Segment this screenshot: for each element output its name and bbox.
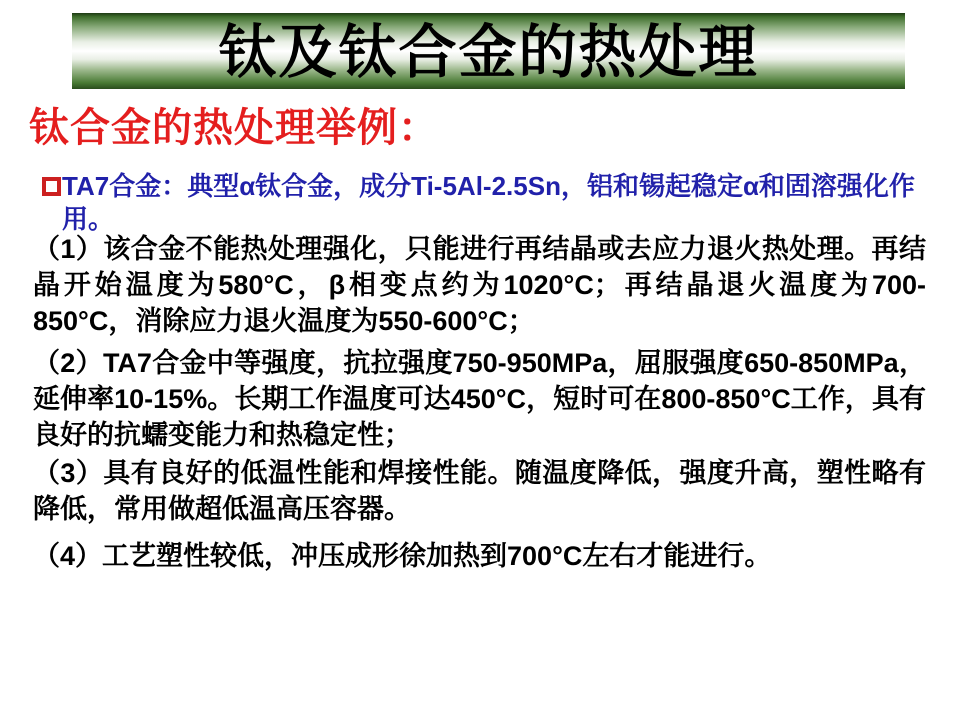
bullet-text: TA7合金：典型α钛合金，成分Ti-5Al-2.5Sn，铝和锡起稳定α和固溶强化作用。 [62,171,915,234]
body-paragraph-1: （1）该合金不能热处理强化，只能进行再结晶或去应力退火热处理。再结晶开始温度为580°C，β相变点约为1020°C；再结晶退火温度为700-850°C，消除应力退火温度为550-600°C； [33,234,926,336]
hollow-square-bullet-icon [42,177,61,196]
body-paragraph-2: （2）TA7合金中等强度，抗拉强度750-950MPa，屈服强度650-850MPa，延伸率10-15%。长期工作温度可达450°C，短时可在800-850°C工作，具有良好的抗蠕变能力和热稳定性； [33,348,926,450]
body-paragraph-3: （3）具有良好的低温性能和焊接性能。随温度降低，强度升高，塑性略有降低，常用做超低温高压容器。 [33,458,926,524]
slide-title: 钛及钛合金的热处理 [218,20,759,85]
section-heading: 钛合金的热处理举例： [29,106,439,150]
title-banner [72,13,905,89]
body-paragraph-4: （4）工艺塑性较低，冲压成形徐加热到700°C左右才能进行。 [33,541,772,571]
bullet-item [42,170,936,236]
